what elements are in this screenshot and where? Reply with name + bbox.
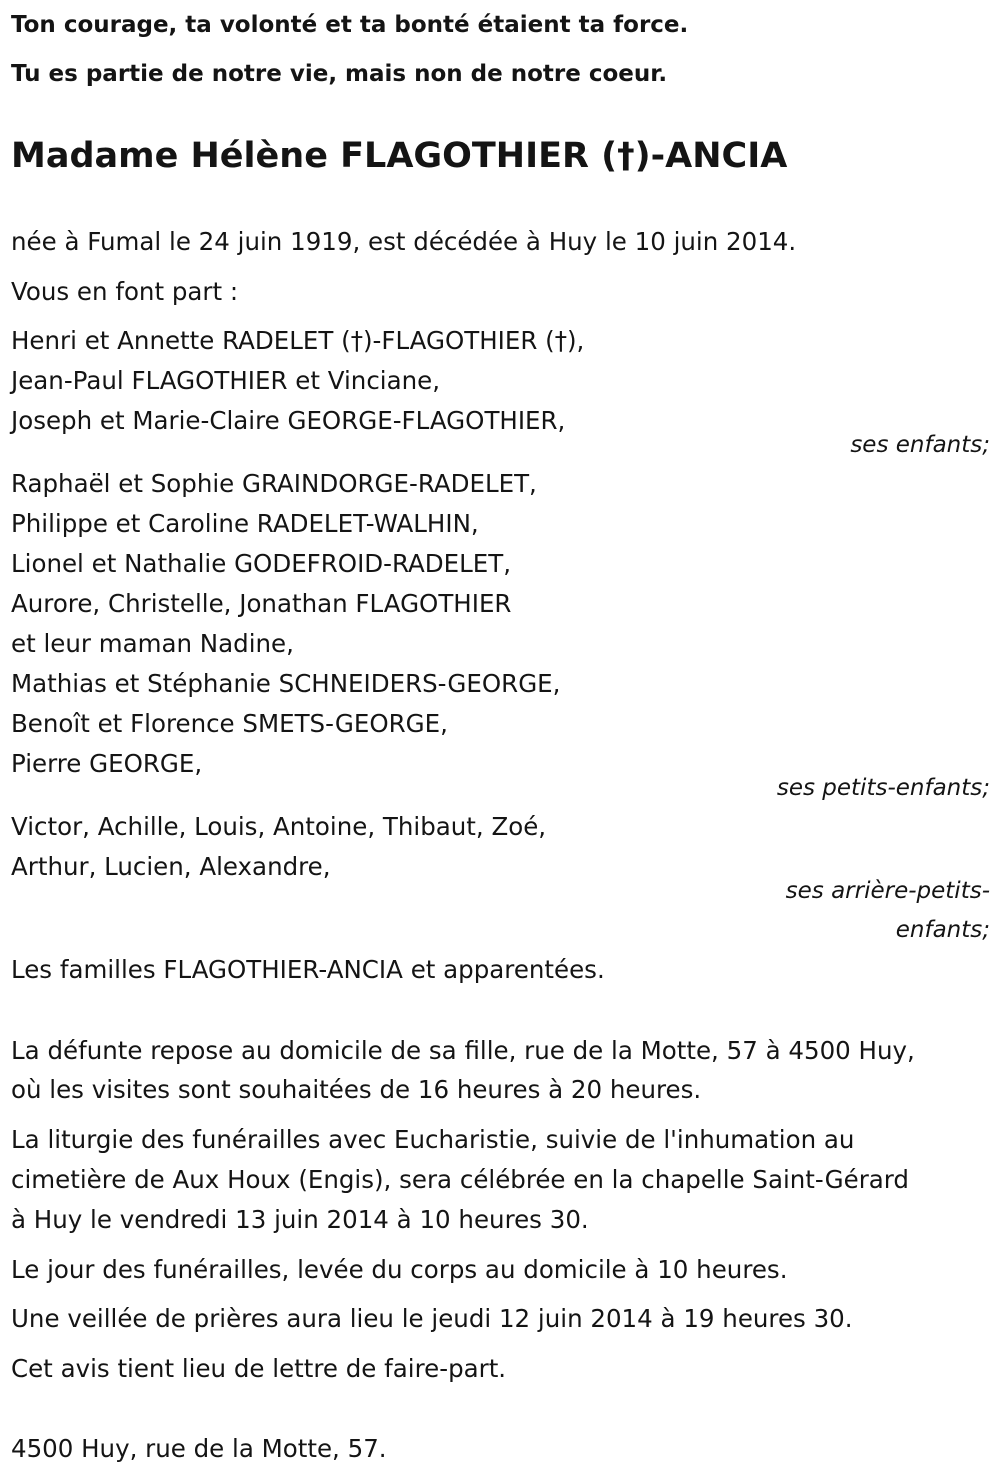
great-grandchildren-label-1: ses arrière-petits- <box>785 878 990 904</box>
liturgy-line-3: à Huy le vendredi 13 juin 2014 à 10 heures 30. <box>11 1205 589 1234</box>
address-line: 4500 Huy, rue de la Motte, 57. <box>11 1434 387 1463</box>
liturgy-line-2: cimetière de Aux Houx (Engis), sera célébrée en la chapelle Saint-Gérard <box>11 1165 909 1194</box>
list-item: Mathias et Stéphanie SCHNEIDERS-GEORGE, <box>11 669 561 698</box>
birth-death-line: née à Fumal le 24 juin 1919, est décédée à Huy le 10 juin 2014. <box>11 227 797 256</box>
repose-line-1: La défunte repose au domicile de sa fille, rue de la Motte, 57 à 4500 Huy, <box>11 1036 915 1065</box>
children-label: ses enfants; <box>850 432 990 458</box>
list-item: Victor, Achille, Louis, Antoine, Thibaut, Zoé, <box>11 812 547 841</box>
list-item: Philippe et Caroline RADELET-WALHIN, <box>11 509 479 538</box>
list-item: Henri et Annette RADELET (†)-FLAGOTHIER (†), <box>11 326 585 355</box>
list-item: Raphaël et Sophie GRAINDORGE-RADELET, <box>11 469 537 498</box>
vigil-line: Une veillée de prières aura lieu le jeudi 12 juin 2014 à 19 heures 30. <box>11 1304 853 1333</box>
liturgy-line-1: La liturgie des funérailles avec Eucharistie, suivie de l'inhumation au <box>11 1125 855 1154</box>
deceased-name-title: Madame Hélène FLAGOTHIER (†)-ANCIA <box>11 136 788 176</box>
announcement-line: Vous en font part : <box>11 277 239 306</box>
list-item: Lionel et Nathalie GODEFROID-RADELET, <box>11 549 512 578</box>
list-item: Arthur, Lucien, Alexandre, <box>11 852 331 881</box>
grandchildren-label: ses petits-enfants; <box>776 775 990 801</box>
list-item: Jean-Paul FLAGOTHIER et Vinciane, <box>11 366 441 395</box>
levee-line: Le jour des funérailles, levée du corps au domicile à 10 heures. <box>11 1255 788 1284</box>
quote-line-1: Ton courage, ta volonté et ta bonté étaient ta force. <box>11 12 689 38</box>
families-line: Les familles FLAGOTHIER-ANCIA et apparentées. <box>11 955 605 984</box>
list-item: Pierre GEORGE, <box>11 749 203 778</box>
notice-line: Cet avis tient lieu de lettre de faire-part. <box>11 1354 507 1383</box>
list-item: Benoît et Florence SMETS-GEORGE, <box>11 709 448 738</box>
great-grandchildren-label-2: enfants; <box>895 917 990 943</box>
repose-line-2: où les visites sont souhaitées de 16 heures à 20 heures. <box>11 1075 702 1104</box>
list-item: Aurore, Christelle, Jonathan FLAGOTHIER <box>11 589 512 618</box>
list-item: Joseph et Marie-Claire GEORGE-FLAGOTHIER, <box>11 406 566 435</box>
list-item: et leur maman Nadine, <box>11 629 294 658</box>
quote-line-2: Tu es partie de notre vie, mais non de notre coeur. <box>11 61 668 87</box>
